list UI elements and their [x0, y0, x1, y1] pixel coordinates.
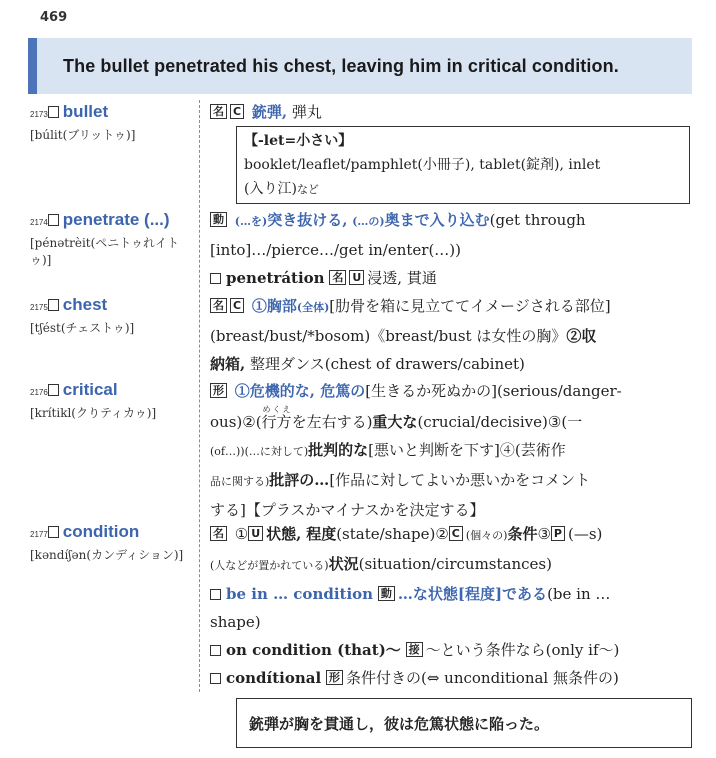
entry-critical: [30, 380, 200, 421]
synonyms: (get through: [489, 211, 586, 229]
main-meaning: 批評の…: [269, 471, 330, 489]
uncountable-tag: U: [248, 526, 263, 541]
usage-note: (of…))(…に対して): [210, 445, 309, 458]
explanation: する]【プラスかマイナスかを決定する】: [210, 501, 485, 519]
example-sentence-banner: [28, 38, 692, 94]
headword: chest: [62, 295, 108, 314]
entry-chest: [30, 295, 200, 336]
main-meaning: 納箱,: [210, 355, 246, 373]
phrase-checkbox-icon[interactable]: [210, 589, 221, 600]
countable-tag: C: [449, 526, 463, 541]
main-meaning: ②収: [566, 327, 597, 345]
definition-chest: [210, 292, 690, 378]
derivative-checkbox-icon[interactable]: [210, 273, 221, 284]
checkbox-icon[interactable]: [48, 214, 59, 226]
phrase: be in … condition: [226, 585, 374, 603]
entry-number: 2177: [30, 530, 48, 539]
phrase-checkbox-icon[interactable]: [210, 645, 221, 656]
pronunciation: [tʃést(チェストゥ)]: [30, 321, 135, 335]
explanation: [肋骨を箱に見立ててイメージされる部位]: [329, 297, 611, 315]
main-meaning: 批判的な: [308, 441, 369, 459]
japanese-translation: 銃弾が胸を貫通し，彼は危篤状態に陥った。: [249, 714, 550, 733]
main-meaning: ①危機的な, 危篤の: [234, 382, 366, 400]
sub-meaning: 弾丸: [291, 103, 322, 121]
part-of-speech-tag: 名: [210, 104, 227, 119]
usage-note: 品に関する): [210, 475, 270, 488]
main-meaning: 状態,: [266, 525, 302, 543]
pronunciation: [kəndíʃən(カンディション)]: [30, 548, 184, 562]
sense-number: ③: [537, 525, 551, 543]
usage-note: (人: [210, 559, 226, 572]
derivative-meaning: 浸透, 貫通: [367, 269, 437, 287]
definition-bullet: [210, 98, 690, 126]
uncountable-tag: U: [349, 270, 364, 285]
main-meaning: 突き抜ける,: [267, 211, 348, 229]
usage-note: が置かれている): [247, 559, 329, 572]
explanation: [生きるか死ぬかの](serious/danger-: [365, 382, 622, 400]
entry-number: 2173: [30, 110, 48, 119]
part-of-speech-tag: 動: [210, 212, 227, 227]
note-line: booklet/leaflet/pamphlet(小冊子), tablet(錠剤), inlet: [244, 157, 601, 173]
main-meaning: 条件: [507, 525, 538, 543]
entry-penetrate: [30, 210, 200, 268]
checkbox-icon[interactable]: [48, 384, 59, 396]
headword: critical: [62, 380, 118, 399]
checkbox-icon[interactable]: [48, 299, 59, 311]
usage-note: (…の): [352, 215, 385, 228]
synonyms: (state/shape)②: [336, 525, 449, 543]
headword: bullet: [62, 102, 109, 121]
derivative-word: condítional: [226, 669, 322, 687]
usage-note: (…を): [234, 215, 268, 228]
note-line: (入り江): [244, 181, 297, 197]
headword-row: [30, 380, 200, 400]
derivative-word: penetrátion: [226, 269, 325, 287]
explanation: を左右する): [291, 413, 373, 431]
synonyms-line: [into]…/pierce…/get in/enter(…)): [210, 241, 462, 259]
definition-condition: [210, 520, 690, 692]
main-meaning: 銃弾,: [251, 103, 288, 121]
suffix-note-box: [236, 126, 690, 204]
synonyms: (crucial/decisive)③(一: [417, 413, 583, 431]
usage-note: (全体): [296, 301, 330, 314]
note-title: 【-let=小さい】: [244, 133, 353, 149]
usage-note: など: [225, 559, 248, 572]
headword-row: [30, 295, 200, 315]
part-of-speech-tag: 名: [210, 526, 227, 541]
sense-number: ①: [234, 525, 249, 543]
part-of-speech-tag: 接: [406, 642, 423, 657]
part-of-speech-tag: 名: [329, 270, 346, 285]
entry-number: 2176: [30, 388, 48, 397]
headword: condition: [62, 522, 140, 541]
countable-tag: C: [230, 298, 244, 313]
sub-meaning: 整理ダンス(chest of drawers/cabinet): [250, 355, 525, 373]
pronunciation: [krítikl(クりティカゥ)]: [30, 406, 157, 420]
countable-tag: C: [230, 104, 244, 119]
synonyms: (be in …: [547, 585, 611, 603]
synonyms-line: shape): [210, 613, 261, 631]
derivative-meaning: 条件付きの(⇔ unconditional 無条件の): [345, 669, 619, 687]
pronunciation: [búlit(ブリットゥ)]: [30, 128, 136, 142]
entry-number: 2175: [30, 303, 48, 312]
note-suffix: など: [296, 183, 319, 196]
entry-bullet: [30, 102, 200, 143]
synonyms: (situation/circumstances): [358, 555, 552, 573]
usage-note: (個々の): [465, 529, 508, 542]
plural-form: (—s): [567, 525, 603, 543]
part-of-speech-tag: 形: [326, 670, 343, 685]
part-of-speech-tag: 動: [378, 586, 395, 601]
main-meaning: 状況: [328, 555, 359, 573]
entry-number: 2174: [30, 218, 48, 227]
translation-box: [236, 698, 692, 748]
headword-row: [30, 522, 200, 542]
synonyms: (breast/bust/*bosom)《breast/bust は女性の胸》: [210, 327, 567, 345]
synonyms: ous)②(: [210, 413, 262, 431]
headword: penetrate (...): [62, 210, 170, 229]
main-meaning: 重大な: [372, 413, 418, 431]
plural-tag: P: [551, 526, 565, 541]
phrase-meaning: ～という条件なら(only if～): [425, 641, 620, 659]
part-of-speech-tag: 名: [210, 298, 227, 313]
pronunciation: [pénətrèit(ペニトゥれイトゥ)]: [30, 236, 179, 267]
main-meaning: ①胸部: [251, 297, 297, 315]
phrase-meaning: …な状態[程度]である: [397, 585, 548, 603]
explanation: [作品に対してよいか悪いかをコメント: [329, 471, 591, 489]
checkbox-icon[interactable]: [48, 526, 59, 538]
checkbox-icon[interactable]: [48, 106, 59, 118]
definition-critical: [210, 377, 690, 524]
definition-penetrate: [210, 206, 690, 292]
main-meaning: 奥まで入り込む: [384, 211, 490, 229]
example-sentence: The bullet penetrated his chest, leaving him in critical condition.: [63, 55, 619, 76]
entry-condition: [30, 522, 200, 563]
page-number: 469: [40, 10, 68, 25]
part-of-speech-tag: 形: [210, 383, 227, 398]
main-meaning: 程度: [306, 525, 337, 543]
ruby-word: 行方めくえ: [261, 405, 292, 431]
explanation: [悪いと判断を下す]④(芸術作: [368, 441, 566, 459]
phrase: on condition (that)～: [226, 641, 401, 659]
headword-row: [30, 102, 200, 122]
derivative-checkbox-icon[interactable]: [210, 673, 221, 684]
headword-row: [30, 210, 200, 230]
